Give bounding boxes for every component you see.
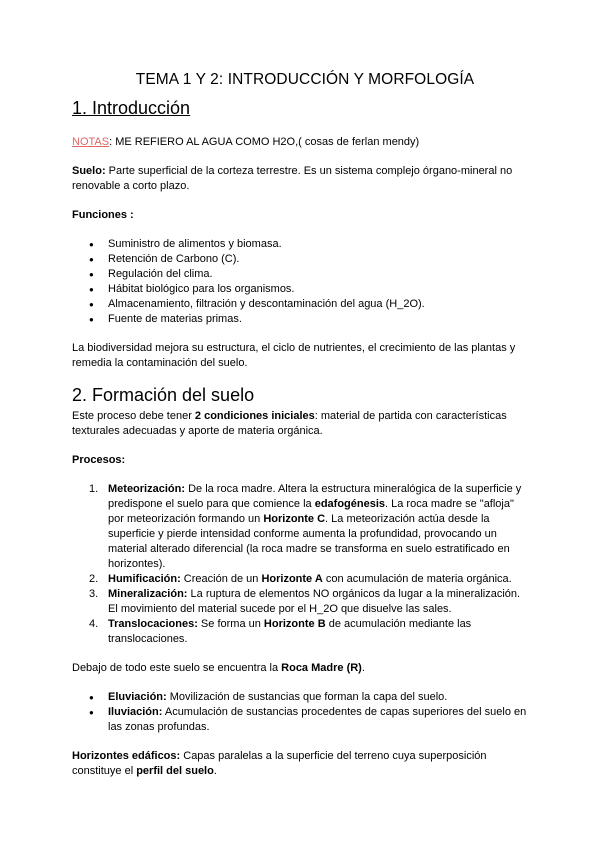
section-heading-text: 1. Introducción [72,98,191,118]
proceso-text: . La roca madre se "afloja" por meteorización formando un [108,498,514,525]
horizontes-paragraph [72,749,528,779]
section-heading-introduccion [72,97,528,119]
movimientos-list [72,690,528,735]
list-item [72,587,528,617]
proceso-label: Meteorización: [108,483,186,495]
proceso-text: de acumulación mediante las translocaciones. [108,618,472,645]
proceso-bold: Horizonte A [261,573,323,585]
suelo-text: Parte superficial de la corteza terrestre. Es un sistema complejo órgano-mineral no renovable a corto plazo. [72,165,513,192]
roca-madre-text-2: . [361,662,365,674]
suelo-label: Suelo: [72,165,106,177]
funciones-label [72,208,528,223]
document-title: TEMA 1 Y 2: INTRODUCCIÓN Y MORFOLOGÍA [135,71,475,88]
horizontes-text-2: . [213,765,217,777]
roca-madre-text-1: Debajo de todo este suelo se encuentra la [72,662,282,674]
proceso-text: Se forma un [197,618,264,630]
movimiento-text: Acumulación de sustancias procedentes de capas superiores del suelo en las zonas profundas. [108,706,527,733]
list-number: 2. [89,573,99,585]
procesos-label [72,453,528,468]
list-number: 1. [89,483,99,495]
proceso-bold: edafogénesis [314,498,386,510]
notes-paragraph [72,135,528,150]
proceso-text: Creación de un [180,573,262,585]
formacion-text-2: : material de partida con características texturales adecuadas y aporte de materia orgánica. [72,410,507,437]
suelo-definition [72,164,528,194]
list-item: ● Hábitat biológico para los organismos. [72,282,528,297]
list-item [72,705,528,735]
biodiversidad-paragraph: La biodiversidad mejora su estructura, el ciclo de nutrientes, el crecimiento de las plantas y remedia la contaminación del suelo. [72,342,516,369]
notes-label: NOTAS [72,136,110,148]
list-item [72,482,528,572]
document-page [72,70,528,779]
movimiento-label: Eluviación: [108,691,167,703]
list-item: ● Suministro de alimentos y biomasa. [72,237,528,252]
procesos-label-text: Procesos: [72,454,126,466]
formacion-text-1: Este proceso debe tener [72,410,195,422]
proceso-text: La ruptura de elementos NO orgánicos da lugar a la mineralización. El movimiento del material sucede por el H_2O que disuelve las sales. [108,588,521,615]
proceso-label: Translocaciones: [108,618,198,630]
list-item: ● Almacenamiento, filtración y descontaminación del agua (H_2O). [72,297,528,312]
proceso-text: . La meteorización actúa desde la superficie y pierde intensidad conforme aumenta la profundidad, provocando un material alterado diferencial (la roca madre se transforma en suelo estratificado en horizontes). [108,513,510,570]
list-item: ● Fuente de materias primas. [72,312,528,327]
horizontes-text-1: Capas paralelas a la superficie del terreno cuya superposición constituye el [72,750,487,777]
proceso-bold: Horizonte C [263,513,326,525]
list-number: 3. [89,588,99,600]
section-heading-formacion: 2. Formación del suelo [72,385,255,405]
funciones-list [72,237,528,327]
list-item [72,572,528,587]
proceso-label: Humificación: [108,573,181,585]
formacion-bold-1: 2 condiciones iniciales [194,410,315,422]
list-item: ● Regulación del clima. [72,267,528,282]
horizontes-bold: perfil del suelo [136,765,214,777]
procesos-list [72,482,528,647]
list-item [72,617,528,647]
proceso-bold: Horizonte B [263,618,326,630]
list-item: ● Retención de Carbono (C). [72,252,528,267]
proceso-text: De la roca madre. Altera la estructura mineralógica de la superficie y predispone el suelo para que comience la [108,483,522,510]
roca-madre-bold: Roca Madre (R) [281,662,362,674]
formacion-paragraph [72,409,528,439]
notes-text: : ME REFIERO AL AGUA COMO H2O,( cosas de ferlan mendy) [109,136,420,148]
movimiento-label: Iluviación: [108,706,163,718]
horizontes-label: Horizontes edáficos: [72,750,181,762]
movimiento-text: Movilización de sustancias que forman la capa del suelo. [166,691,448,703]
funciones-label-text: Funciones : [72,209,134,221]
list-item [72,690,528,705]
proceso-text: con acumulación de materia orgánica. [322,573,512,585]
proceso-label: Mineralización: [108,588,188,600]
list-number: 4. [89,618,99,630]
roca-madre-paragraph [72,661,528,676]
